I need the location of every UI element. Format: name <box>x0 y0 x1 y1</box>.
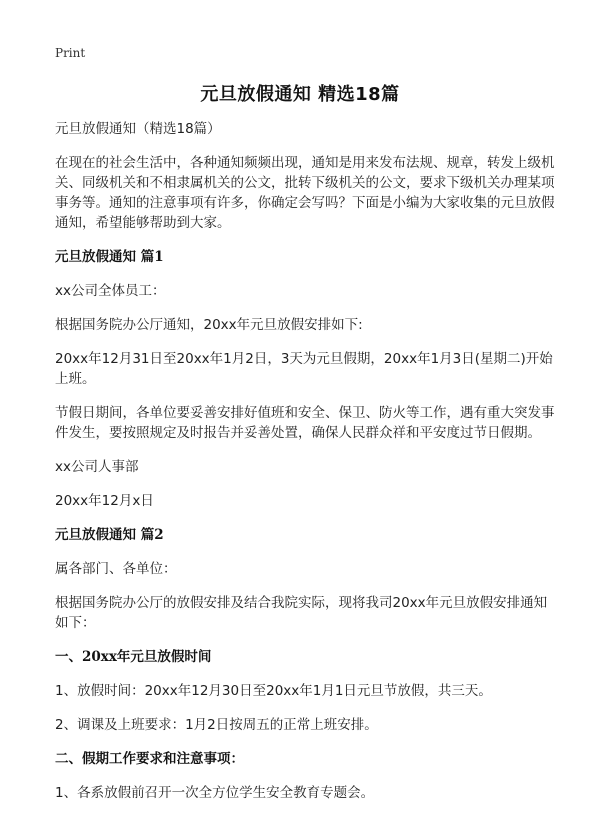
date-1: 20xx年12月x日 <box>55 493 154 509</box>
paragraph-1-1: 根据国务院办公厅通知，20xx年元旦放假安排如下: <box>55 317 363 333</box>
section-heading-2: 元旦放假通知 篇2 <box>55 527 164 543</box>
page-title: 元旦放假通知 精选18篇 <box>200 84 400 105</box>
section-heading-1: 元旦放假通知 篇1 <box>55 249 164 265</box>
paragraph-1-3: 节假日期间，各单位要妥善安排好值班和安全、保卫、防火等工作，遇有重大突发事件发生，要按照规定及时报告并妥善处置，确保人民群众祥和平安度过节日假期。 <box>55 405 555 441</box>
intro-paragraph: 在现在的社会生活中，各种通知频频出现，通知是用来发布法规、规章，转发上级机关、同级机关和不相隶属机关的公文，批转下级机关的公文，要求下级机关办理某项事务等。通知的注意事项有许多，你确定会写吗？下面是小编为大家收集的元旦放假通知，希望能够帮助到大家。 <box>55 155 555 231</box>
print-label: Print <box>55 46 86 60</box>
paragraph-2-1: 根据国务院办公厅的放假安排及结合我院实际，现将我司20xx年元旦放假安排通知如下： <box>55 595 548 631</box>
salutation-2: 属各部门、各单位： <box>55 561 177 577</box>
document-body <box>55 119 555 817</box>
salutation-1: xx公司全体员工： <box>55 283 166 299</box>
list-item-2-3: 1、各系放假前召开一次全方位学生安全教育专题会。 <box>55 785 375 801</box>
signature-1: xx公司人事部 <box>55 459 139 475</box>
subtitle: 元旦放假通知（精选18篇） <box>55 121 221 137</box>
list-item-2-2: 2、调课及上班要求：1月2日按周五的正常上班安排。 <box>55 717 378 733</box>
paragraph-1-2: 20xx年12月31日至20xx年1月2日，3天为元旦假期，20xx年1月3日(星期二)开始上班。 <box>55 351 553 387</box>
subheading-2-2: 二、假期工作要求和注意事项： <box>55 751 244 767</box>
list-item-2-1: 1、放假时间：20xx年12月30日至20xx年1月1日元旦节放假，共三天。 <box>55 683 492 699</box>
subheading-2-1: 一、20xx年元旦放假时间 <box>55 649 212 665</box>
